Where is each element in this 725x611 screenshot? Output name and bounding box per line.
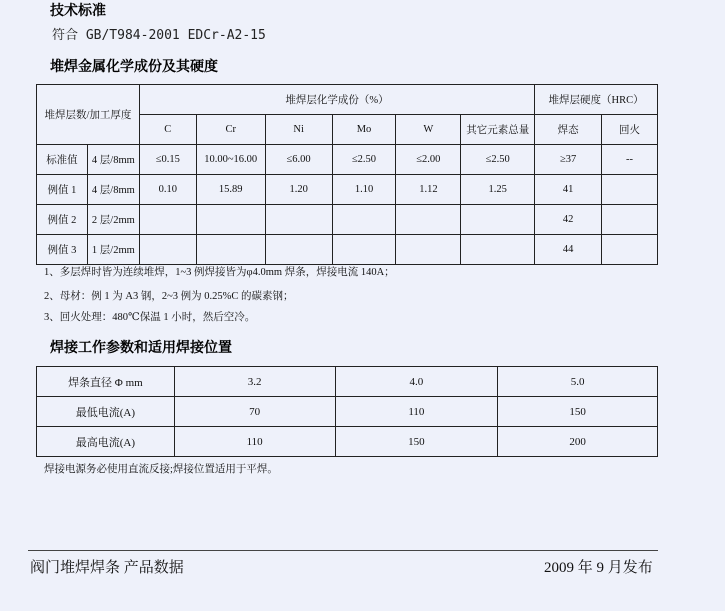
table-row — [37, 427, 658, 457]
cell-w: ≤2.00 — [396, 145, 461, 175]
row-layer: 4 层/8mm — [87, 175, 139, 205]
param-label: 焊条直径 Φ mm — [37, 367, 175, 397]
element-header: C — [139, 115, 196, 145]
row-name: 例值 1 — [37, 175, 88, 205]
cell-ni: 1.20 — [265, 175, 332, 205]
table-row — [37, 235, 658, 265]
cell-tempered — [602, 205, 658, 235]
param-value: 110 — [174, 427, 335, 457]
cell-ni — [265, 235, 332, 265]
cell-tempered: -- — [602, 145, 658, 175]
cell-mo — [332, 235, 396, 265]
cell-c: 0.10 — [139, 175, 196, 205]
param-value: 5.0 — [498, 367, 658, 397]
row-name: 例值 2 — [37, 205, 88, 235]
table-row — [37, 205, 658, 235]
cell-tempered — [602, 235, 658, 265]
chem-header-cell: 堆焊层化学成份（%） — [139, 85, 534, 115]
hardness-col-header: 焊态 — [535, 115, 602, 145]
footer-divider — [28, 550, 658, 551]
param-value: 200 — [498, 427, 658, 457]
param-value: 4.0 — [335, 367, 498, 397]
section-title: 焊接工作参数和适用焊接位置 — [50, 340, 232, 356]
welding-note: 焊接电源务必使用直流反接;焊接位置适用于平焊。 — [44, 464, 278, 475]
hardness-header-cell: 堆焊层硬度（HRC） — [535, 85, 658, 115]
row-layer: 4 层/8mm — [87, 145, 139, 175]
note-1: 1、多层焊时皆为连续堆焊，1~3 例焊接皆为φ4.0mm 焊条，焊接电流 140A； — [44, 267, 395, 278]
table-row — [37, 397, 658, 427]
row-layer: 2 层/2mm — [87, 205, 139, 235]
row-layer: 1 层/2mm — [87, 235, 139, 265]
table-row — [37, 175, 658, 205]
param-value: 3.2 — [174, 367, 335, 397]
row-name: 标准值 — [37, 145, 88, 175]
element-header: W — [396, 115, 461, 145]
section-title: 堆焊金属化学成份及其硬度 — [50, 59, 218, 75]
section-tech-heading — [22, 0, 106, 20]
section-title: 技术标准 — [50, 3, 106, 19]
cell-cr — [196, 235, 265, 265]
cell-other — [461, 205, 535, 235]
cell-c: ≤0.15 — [139, 145, 196, 175]
note-3: 3、回火处理：480℃保温 1 小时，然后空冷。 — [44, 312, 256, 323]
param-label: 最高电流(A) — [37, 427, 175, 457]
welding-params-table — [36, 366, 658, 457]
footer-date: 2009 年 9 月发布 — [544, 560, 653, 576]
param-value: 150 — [335, 427, 498, 457]
cell-other — [461, 235, 535, 265]
element-header: 其它元素总量 — [461, 115, 535, 145]
standard-text: 符合 GB/T984-2001 EDCr-A2-15 — [52, 28, 266, 43]
cell-ni — [265, 205, 332, 235]
section-composition-heading — [22, 56, 218, 76]
element-header: Ni — [265, 115, 332, 145]
cell-mo — [332, 205, 396, 235]
cell-as-welded: 41 — [535, 175, 602, 205]
element-header: Cr — [196, 115, 265, 145]
composition-table — [36, 84, 658, 265]
cell-other: 1.25 — [461, 175, 535, 205]
section-welding-heading — [22, 337, 232, 357]
cell-other: ≤2.50 — [461, 145, 535, 175]
param-value: 110 — [335, 397, 498, 427]
note-2: 2、母材：例 1 为 A3 钢，2~3 例为 0.25%C 的碳素钢； — [44, 291, 294, 302]
cell-as-welded: 42 — [535, 205, 602, 235]
hardness-col-header: 回火 — [602, 115, 658, 145]
param-value: 70 — [174, 397, 335, 427]
cell-mo: 1.10 — [332, 175, 396, 205]
table-row — [37, 145, 658, 175]
cell-as-welded: 44 — [535, 235, 602, 265]
cell-mo: ≤2.50 — [332, 145, 396, 175]
cell-c — [139, 205, 196, 235]
cell-w — [396, 235, 461, 265]
param-value: 150 — [498, 397, 658, 427]
cell-ni: ≤6.00 — [265, 145, 332, 175]
cell-cr — [196, 205, 265, 235]
row-name: 例值 3 — [37, 235, 88, 265]
footer-title: 阀门堆焊焊条 产品数据 — [30, 560, 184, 576]
cell-as-welded: ≥37 — [535, 145, 602, 175]
cell-cr: 15.89 — [196, 175, 265, 205]
element-header: Mo — [332, 115, 396, 145]
cell-w — [396, 205, 461, 235]
cell-c — [139, 235, 196, 265]
layer-header-cell: 堆焊层数/加工厚度 — [37, 85, 140, 145]
param-label: 最低电流(A) — [37, 397, 175, 427]
table-row — [37, 367, 658, 397]
cell-w: 1.12 — [396, 175, 461, 205]
cell-tempered — [602, 175, 658, 205]
cell-cr: 10.00~16.00 — [196, 145, 265, 175]
